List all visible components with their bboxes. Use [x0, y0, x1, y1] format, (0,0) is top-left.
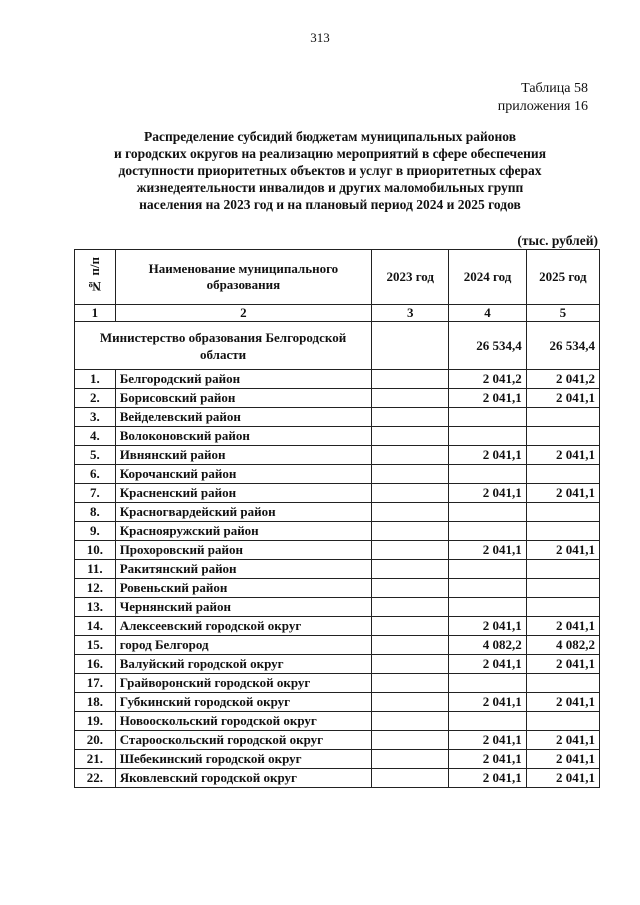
row-2023: [372, 408, 449, 427]
table-row: [75, 465, 600, 484]
row-2024: 2 041,1: [449, 484, 526, 503]
header-2024: 2024 год: [449, 250, 526, 305]
header-row: [75, 250, 600, 305]
table-row: [75, 598, 600, 617]
row-name: Вейделевский район: [115, 408, 371, 427]
row-2023: [372, 655, 449, 674]
column-number: 4: [449, 305, 526, 322]
row-2023: [372, 674, 449, 693]
table-row: [75, 750, 600, 769]
table-row: [75, 769, 600, 788]
row-number: 18.: [75, 693, 116, 712]
row-2025: 2 041,1: [526, 617, 599, 636]
table-reference: [498, 80, 588, 116]
header-num-text: № п/п: [86, 256, 102, 294]
row-number: 8.: [75, 503, 116, 522]
row-2025: [526, 503, 599, 522]
row-2025: 4 082,2: [526, 636, 599, 655]
row-name: Красногвардейский район: [115, 503, 371, 522]
row-name: Алексеевский городской округ: [115, 617, 371, 636]
row-2025: 2 041,1: [526, 655, 599, 674]
row-2024: [449, 598, 526, 617]
table-row: [75, 503, 600, 522]
row-2024: [449, 408, 526, 427]
row-name: Грайворонский городской округ: [115, 674, 371, 693]
row-2024: [449, 503, 526, 522]
row-number: 21.: [75, 750, 116, 769]
row-name: Краснояружский район: [115, 522, 371, 541]
row-name: Чернянский район: [115, 598, 371, 617]
row-number: 2.: [75, 389, 116, 408]
row-name: Борисовский район: [115, 389, 371, 408]
row-2023: [372, 636, 449, 655]
table-row: [75, 522, 600, 541]
table-row: [75, 389, 600, 408]
row-2024: 2 041,1: [449, 769, 526, 788]
row-2023: [372, 731, 449, 750]
row-name: Белгородский район: [115, 370, 371, 389]
table-row: [75, 674, 600, 693]
row-2025: [526, 408, 599, 427]
units-label: (тыс. рублей): [517, 233, 598, 248]
row-2023: [372, 522, 449, 541]
table-ref-appendix: приложения 16: [497, 99, 588, 114]
row-2024: [449, 712, 526, 731]
row-2023: [372, 750, 449, 769]
table-row: [75, 408, 600, 427]
row-2023: [372, 427, 449, 446]
row-2024: 2 041,1: [449, 541, 526, 560]
page-number: 313: [310, 30, 330, 45]
row-2025: [526, 427, 599, 446]
table-row: [75, 579, 600, 598]
header-2023: 2023 год: [372, 250, 449, 305]
ministry-2023: [372, 322, 449, 370]
row-2024: [449, 674, 526, 693]
table-row: [75, 655, 600, 674]
row-2024: [449, 522, 526, 541]
header-2025: 2025 год: [526, 250, 599, 305]
row-name: Яковлевский городской округ: [115, 769, 371, 788]
row-2024: [449, 465, 526, 484]
ministry-row: [75, 322, 600, 370]
row-2025: [526, 712, 599, 731]
document-title: [80, 128, 580, 213]
table-row: [75, 446, 600, 465]
table-row: [75, 541, 600, 560]
row-2025: 2 041,1: [526, 769, 599, 788]
table-row: [75, 427, 600, 446]
column-number: 3: [372, 305, 449, 322]
row-2024: 2 041,1: [449, 693, 526, 712]
row-2025: 2 041,1: [526, 389, 599, 408]
row-number: 7.: [75, 484, 116, 503]
title-line: доступности приоритетных объектов и услуг в приоритетных сферах: [118, 163, 542, 178]
row-2025: [526, 674, 599, 693]
row-number: 15.: [75, 636, 116, 655]
subsidy-table: [74, 249, 600, 788]
row-2023: [372, 617, 449, 636]
row-2024: [449, 579, 526, 598]
row-2024: 2 041,1: [449, 750, 526, 769]
row-2023: [372, 769, 449, 788]
header-name: Наименование муниципального образования: [115, 250, 371, 305]
row-name: Старооскольский городской округ: [115, 731, 371, 750]
row-number: 10.: [75, 541, 116, 560]
row-2023: [372, 446, 449, 465]
row-2025: [526, 579, 599, 598]
row-2024: 2 041,1: [449, 617, 526, 636]
row-2023: [372, 712, 449, 731]
row-number: 3.: [75, 408, 116, 427]
row-2025: 2 041,1: [526, 484, 599, 503]
row-2024: 4 082,2: [449, 636, 526, 655]
row-number: 14.: [75, 617, 116, 636]
table-ref-number: Таблица 58: [521, 81, 588, 96]
row-name: Красненский район: [115, 484, 371, 503]
row-2025: [526, 522, 599, 541]
header-num: [75, 250, 116, 305]
row-2023: [372, 484, 449, 503]
row-2025: 2 041,1: [526, 731, 599, 750]
row-name: Ракитянский район: [115, 560, 371, 579]
title-line: и городских округов на реализацию мероприятий в сфере обеспечения: [113, 146, 547, 161]
row-2024: [449, 560, 526, 579]
row-name: Новооскольский городской округ: [115, 712, 371, 731]
row-2024: 2 041,1: [449, 655, 526, 674]
row-2024: [449, 427, 526, 446]
column-number-row: [75, 305, 600, 322]
row-number: 13.: [75, 598, 116, 617]
row-number: 1.: [75, 370, 116, 389]
table-row: [75, 731, 600, 750]
ministry-2025: 26 534,4: [526, 322, 599, 370]
ministry-2024: 26 534,4: [449, 322, 526, 370]
row-2023: [372, 693, 449, 712]
row-number: 11.: [75, 560, 116, 579]
table-row: [75, 712, 600, 731]
table-row: [75, 560, 600, 579]
row-2025: 2 041,1: [526, 446, 599, 465]
row-name: Губкинский городской округ: [115, 693, 371, 712]
row-number: 20.: [75, 731, 116, 750]
row-2024: 2 041,2: [449, 370, 526, 389]
row-2023: [372, 370, 449, 389]
column-number: 1: [75, 305, 116, 322]
row-number: 16.: [75, 655, 116, 674]
row-number: 5.: [75, 446, 116, 465]
row-2023: [372, 541, 449, 560]
title-line: населения на 2023 год и на плановый период 2024 и 2025 годов: [139, 197, 521, 212]
column-number: 5: [526, 305, 599, 322]
row-2025: [526, 560, 599, 579]
row-name: Прохоровский район: [115, 541, 371, 560]
row-2023: [372, 560, 449, 579]
row-2025: [526, 465, 599, 484]
row-name: город Белгород: [115, 636, 371, 655]
ministry-name: Министерство образования Белгородской области: [75, 322, 372, 370]
table-row: [75, 617, 600, 636]
title-line: Распределение субсидий бюджетам муниципальных районов: [143, 129, 517, 144]
row-number: 19.: [75, 712, 116, 731]
table-row: [75, 636, 600, 655]
row-name: Ивнянский район: [115, 446, 371, 465]
table-row: [75, 693, 600, 712]
row-2023: [372, 598, 449, 617]
row-name: Валуйский городской округ: [115, 655, 371, 674]
row-2023: [372, 465, 449, 484]
row-2025: 2 041,2: [526, 370, 599, 389]
row-2024: 2 041,1: [449, 389, 526, 408]
table-row: [75, 484, 600, 503]
row-2023: [372, 579, 449, 598]
row-2025: 2 041,1: [526, 750, 599, 769]
row-2025: 2 041,1: [526, 693, 599, 712]
row-2024: 2 041,1: [449, 731, 526, 750]
row-2025: [526, 598, 599, 617]
row-number: 12.: [75, 579, 116, 598]
row-number: 9.: [75, 522, 116, 541]
row-number: 6.: [75, 465, 116, 484]
row-number: 17.: [75, 674, 116, 693]
table-row: [75, 370, 600, 389]
row-2025: 2 041,1: [526, 541, 599, 560]
row-2023: [372, 503, 449, 522]
column-number: 2: [115, 305, 371, 322]
row-number: 22.: [75, 769, 116, 788]
row-2024: 2 041,1: [449, 446, 526, 465]
row-name: Шебекинский городской округ: [115, 750, 371, 769]
row-2023: [372, 389, 449, 408]
row-name: Корочанский район: [115, 465, 371, 484]
row-name: Волоконовский район: [115, 427, 371, 446]
title-line: жизнедеятельности инвалидов и других маломобильных групп: [136, 180, 524, 195]
row-name: Ровеньский район: [115, 579, 371, 598]
row-number: 4.: [75, 427, 116, 446]
